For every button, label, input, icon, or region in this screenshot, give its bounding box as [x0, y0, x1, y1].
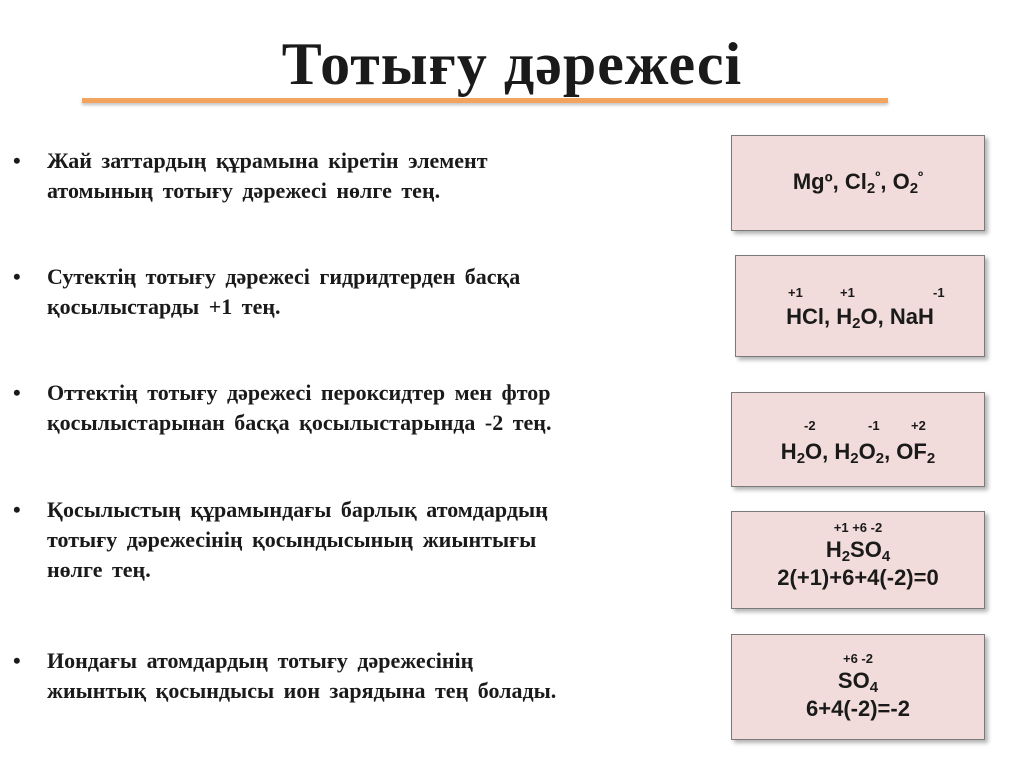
- bullet-item-3: [13, 378, 713, 438]
- bullet-line: Жай заттардың құрамына кіретін элемент: [47, 148, 488, 173]
- formula-part: , OF: [884, 439, 927, 464]
- bullet-dot: •: [13, 648, 21, 673]
- formula-part: SO: [837, 668, 870, 693]
- formula-line: [732, 439, 984, 465]
- example-box-hydrogen: [735, 255, 985, 357]
- subscript: 4: [881, 548, 891, 565]
- oxidation-state: +2: [911, 418, 926, 433]
- bullet-line: Оттектің тотығу дәрежесі пероксидтер мен фтор: [47, 380, 551, 405]
- bullet-item-4: [13, 495, 713, 585]
- subscript: 2: [841, 548, 851, 565]
- formula-line: [732, 169, 984, 195]
- formula-part: SO: [850, 537, 882, 562]
- subscript: 2: [909, 180, 919, 197]
- example-box-oxygen: [731, 392, 985, 487]
- separator: ,: [832, 169, 845, 194]
- bullet-line: жиынтық қосындысы ион зарядына тең болады.: [47, 678, 557, 703]
- bullet-item-5: [13, 646, 713, 706]
- oxidation-state: -1: [933, 285, 945, 300]
- formula-part: O, NaH: [860, 304, 934, 329]
- bullet-item-2: [13, 262, 713, 322]
- bullet-line: тотығу дәрежесінің қосындысының жиынтығы: [47, 527, 537, 552]
- subscript: 4: [869, 679, 879, 696]
- title-underline: [82, 98, 888, 103]
- example-box-sulfate-ion: [731, 634, 985, 740]
- formula-cl: Cl: [844, 169, 867, 194]
- subscript: 2: [852, 315, 861, 332]
- bullet-line: Сутектің тотығу дәрежесі гидридтерден басқа: [47, 264, 521, 289]
- formula-line: [736, 304, 984, 330]
- slide-title: Тотығу дәрежесі: [281, 31, 743, 97]
- formula-part: H: [825, 537, 842, 562]
- bullet-line: қосылыстарды +1 тең.: [47, 294, 281, 319]
- subscript: 2: [926, 450, 936, 467]
- oxidation-state: -2: [804, 418, 816, 433]
- oxidation-states: [732, 419, 984, 433]
- formula-part: H: [780, 439, 797, 464]
- separator: ,: [880, 169, 893, 194]
- formula-part: HCl, H: [786, 304, 853, 329]
- example-box-simple-substances: [731, 135, 985, 231]
- formula-o: O: [892, 169, 910, 194]
- bullet-line: Иондағы атомдардың тотығу дәрежесінің: [47, 648, 474, 673]
- degree-mark: º: [918, 168, 924, 184]
- oxidation-state: +1: [788, 285, 803, 300]
- formula-part: O, H: [805, 439, 851, 464]
- bullet-line: атомының тотығу дәрежесі нөлге тең.: [47, 178, 441, 203]
- subscript: 2: [796, 450, 806, 467]
- degree-mark: º: [875, 168, 881, 184]
- subscript: 2: [866, 180, 876, 197]
- bullet-dot: •: [13, 264, 21, 289]
- formula-mg: Mg: [792, 169, 825, 194]
- degree-mark: º: [824, 169, 833, 194]
- subscript: 2: [875, 450, 885, 467]
- oxidation-states: +6 -2: [843, 651, 873, 666]
- sum-equation: 2(+1)+6+4(-2)=0: [777, 565, 939, 590]
- formula-line: [732, 537, 984, 563]
- oxidation-states: +1 +6 -2: [833, 520, 883, 535]
- bullet-dot: •: [13, 380, 21, 405]
- bullet-item-1: [13, 146, 713, 206]
- subscript: 2: [850, 450, 859, 467]
- bullet-dot: •: [13, 497, 21, 522]
- oxidation-state: +1: [840, 285, 855, 300]
- bullet-line: Қосылыстың құрамындағы барлық атомдардың: [47, 497, 548, 522]
- oxidation-state: -1: [868, 418, 880, 433]
- bullet-line: қосылыстарынан басқа қосылыстарында -2 тең.: [47, 410, 552, 435]
- bullet-line: нөлге тең.: [47, 557, 151, 582]
- oxidation-states: [736, 286, 984, 300]
- example-box-sulfuric-acid: [731, 511, 985, 609]
- formula-line: [732, 668, 984, 694]
- formula-part: O: [858, 439, 876, 464]
- sum-equation: 6+4(-2)=-2: [806, 696, 910, 721]
- bullet-dot: •: [13, 148, 21, 173]
